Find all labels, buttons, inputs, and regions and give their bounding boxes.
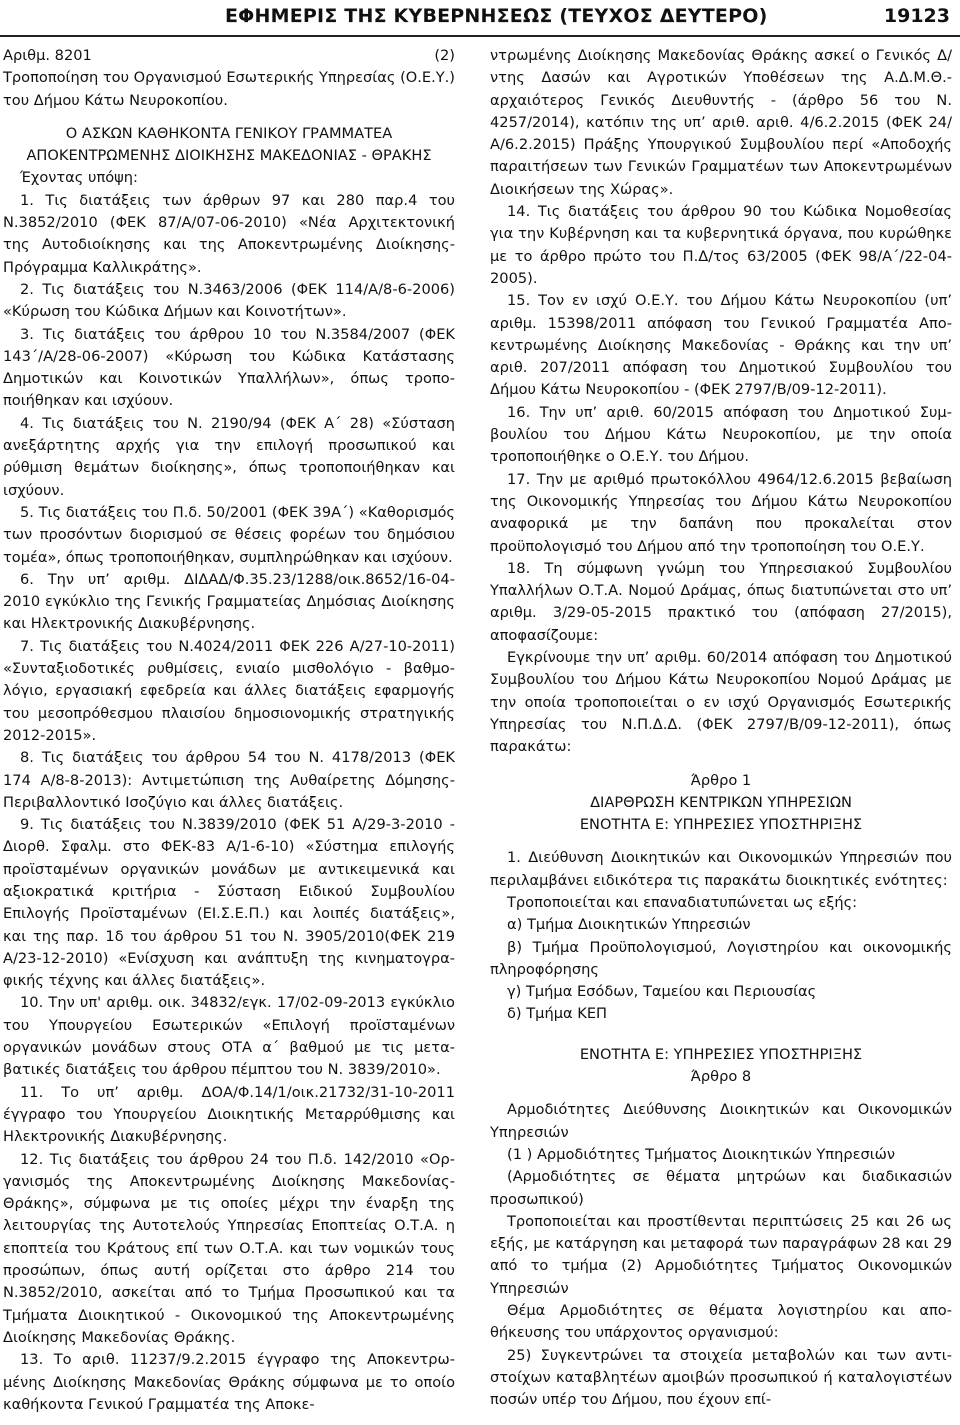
decision-heading [3,45,455,67]
list-item: 1. Τις διατάξεις των άρθρων 97 και 280 παρ.4 του Ν.3852/2010 (ΦΕΚ 87/Α/07-06-2010) «Νέα Αρχιτεκτονική της Αυτοδιοίκησης και της Αποκεντρωμένης Διοίκησης- Πρόγραμμα Καλλικράτης». [3,191,455,276]
article-1-title: Άρθρο 1 [690,771,752,789]
list-item: 4. Τις διατάξεις του Ν. 2190/94 (ΦΕΚ Α΄ 28) «Σύσταση ανεξάρτητης αρχής για την επιλογή προσωπικού και ρύθμιση θεμάτων διοίκησης», όπως τροποποιήθηκαν και ισχύουν. [3,414,455,499]
list-item: 2. Τις διατάξεις του Ν.3463/2006 (ΦΕΚ 114/Α/8-6-2006) «Κύρωση του Κώδικα Δήμων και Κοινοτήτων». [3,280,455,321]
decision-mark: (2) [434,47,455,64]
department-item: γ) Τμήμα Εσόδων, Ταμείου και Περιουσίας [507,983,817,1001]
list-item: 6. Την υπ’ αριθμ. ΔΙΔΑΔ/Φ.35.23/1288/οικ.8652/16-04-2010 εγκύκλιο της Γενικής Γραμματείας Δημόσιας Διοίκησης και Ηλεκτρονικής Διακυβέρνησης. [3,570,455,633]
directorate-amendment: Τροποποιείται και επαναδιατυπώνεται ως εξής: [507,893,858,911]
competence-text: Αρμοδιότητες Διεύθυνσης Διοικητικών και Οικονομικών Υπηρεσιών [490,1101,952,1141]
continuation-text: ντρωμένης Διοίκησης Μακεδονίας Θράκης ασκεί ο Γενικός Δ/ντης Δασών και Αγροτικών Υποθέσεων της Α.Δ.Μ.Θ.- αρχαιότερος Γενικός Διευθυντής - (άρθρο 56 του Ν. 4257/2014), κατόπιν της υπ’ αριθ. αριθ. 4/6.2.2015 (ΦΕΚ 24/Α/6.2.2015) Πράξης Υπουργικού Συμβουλίου περί «Αποδοχής παραιτήσεων των Γενικών Γραμματέων των Αποκεντρωμένων Διοικήσεων της Χώρας». [490,47,952,198]
list-item: 9. Τις διατάξεις του Ν.3839/2010 (ΦΕΚ 51 Α/29-3-2010 - Διορθ. Σφαλμ. στο ΦΕΚ-83 Α/1-6-10) «Σύστημα επιλογής προϊσταμένων οργανικών μονάδων με αντικειμενικά και αξιοκρατικά κριτήρια - Σύσταση Ειδικού Συμβουλίου Επιλογής Προϊσταμένων (ΕΙ.Σ.Ε.Π.) και λοιπές διατάξεις», και της παρ. 1δ του άρθρου 51 του Ν. 3905/2010(ΦΕΚ 219 Α/23-12-2010) «Ενίσχυση και ανάπτυξη της κινηματογραφικής τέχνης και άλλες διατάξεις». [3,816,455,990]
article-8-title: Άρθρο 8 [690,1068,752,1086]
right-column [490,45,952,1412]
list-item: 12. Τις διατάξεις του άρθρου 24 του Π.δ. 142/2010 «Οργανισμός της Αποκεντρωμένης Διοίκησης Μακεδονίας- Θράκης», σύμφωνα με τις οποίες μέχρι την έναρξη της λειτουργίας της Αυτοτελούς Υπηρεσίας Εποπτείας Ο.Τ.Α. η εποπτεία του Κράτους επί των Ο.Τ.Α. και των νομικών τους προσώπων, όπως αυτή ορίζεται στο άρθρο 214 του Ν.3852/2010, ασκείται από το Τμήμα Προσωπικού και τα Τμήματα Διοικητικού - Οικονομικού της Αποκεντρωμένης Διοίκησης Μακεδονίας Θράκης. [3,1150,455,1346]
unit-e-heading-2: ΕΝΟΤΗΤΑ Ε: ΥΠΗΡΕΣΙΕΣ ΥΠΟΣΤΗΡΙΞΗΣ [579,1045,863,1063]
list-item: 10. Την υπ' αριθμ. οικ. 34832/εγκ. 17/02-09-2013 εγκύκλιο του Υπουργείου Εσωτερικών «Επιλογή προϊσταμένων οργανικών μονάδων στους ΟΤΑ α΄ βαθμού με τις μεταβατικές διατάξεις του άρθρου πέμπτου του Ν. 3839/2010». [3,994,455,1079]
list-item: 14. Τις διατάξεις του άρθρου 90 του Κώδικα Νομοθεσίας για την Κυβέρνηση και τα κυβερνητικά όργανα, που κυρώθηκε με το άρθρο πρώτο του Π.Δ/τος 63/2005 (ΦΕΚ 98/Α΄/22-04-2005). [490,203,952,287]
left-column [3,45,455,1416]
department-item: α) Τμήμα Διοικητικών Υπηρεσιών [507,916,751,934]
competence-text: (1 ) Αρμοδιότητες Τμήματος Διοικητικών Υπηρεσιών [507,1145,896,1163]
competence-text: 25) Συγκεντρώνει τα στοιχεία μεταβολών και των αντιστοίχων καταβλητέων αμοιβών προσωπικού ή καταλογιστέων ποσών υπέρ του Δήμου, που έχουν επί- [490,1346,952,1409]
list-item: 18. Τη σύμφωνη γνώμη του Υπηρεσιακού Συμβουλίου Υπαλλήλων Ο.Τ.Α. Νομού Δράμας, όπως διατυπώνεται στο υπ’ αριθμ. 3/29-05-2015 πρακτικό του (απόφαση 27/2015), αποφασίζουμε: [490,559,952,644]
directorate-text: 1. Διεύθυνση Διοικητικών και Οικονομικών Υπηρεσιών που περιλαμβάνει ειδικότερα τις παρακάτω διοικητικές ενότητες: [490,849,952,889]
department-item: β) Τμήμα Προϋπολογισμού, Λογιστηρίου και οικονομικής πληροφόρησης [490,938,952,978]
competence-text: (Αρμοδιότητες σε θέματα μητρώων και διαδικασιών προσωπικού) [490,1168,952,1208]
list-item: 7. Τις διατάξεις του Ν.4024/2011 ΦΕΚ 226 Α/27-10-2011) «Συνταξιοδοτικές ρυθμίσεις, ενιαίο μισθολόγιο - βαθμολόγιο, εργασιακή εφεδρεία και άλλες διατάξεις εφαρμογής του μεσοπρόθεσμου πλαισίου δημοσιονομικής στρατηγικής 2012-2015». [3,637,455,744]
competence-text: Θέμα Αρμοδιότητες σε θέματα λογιστηρίου και αποθήκευσης του υπάρχοντος οργανισμού: [490,1302,952,1342]
considering-label: Έχοντας υπόψη: [20,169,138,187]
approval-text: Εγκρίνουμε την υπ’ αριθμ. 60/2014 απόφαση του Δημοτικού Συμβουλίου του Δήμου Κάτω Νευροκοπίου Νομού Δράμας με την οποία τροποποιείται ο εν ισχύ Οργανισμός Εσωτερικής Υπηρεσίας του Ν.Π.Δ.Δ. (ΦΕΚ 2797/Β/09-12-2011), όπως παρακάτω: [490,649,952,756]
unit-e-heading: ΕΝΟΤΗΤΑ Ε: ΥΠΗΡΕΣΙΕΣ ΥΠΟΣΤΗΡΙΞΗΣ [579,816,863,834]
issuing-authority: Ο ΑΣΚΩΝ ΚΑΘΗΚΟΝΤΑ ΓΕΝΙΚΟΥ ΓΡΑΜΜΑΤΕΑ ΑΠΟΚΕΝΤΡΩΜΕΝΗΣ ΔΙΟΙΚΗΣΗΣ ΜΑΚΕΔΟΝΙΑΣ - ΘΡΑΚΗΣ [26,124,432,165]
competence-text: Τροποποιείται και προστίθενται περιπτώσεις 25 και 26 ως εξής, με κατάργηση και μεταφορά των παραγράφων 28 και 29 από το τμήμα (2) Αρμοδιότητες Τμήματος Οικονομικών Υπηρεσιών [490,1212,952,1297]
list-item: 13. Το αριθ. 11237/9.2.2015 έγγραφο της Αποκεντρωμένης Διοίκησης Μακεδονίας Θράκης σύμφωνα με το οποίο καθήκοντα Γενικού Γραμματέα της Αποκε- [3,1351,455,1413]
gazette-title: ΕΦΗΜΕΡΙΣ ΤΗΣ ΚΥΒΕΡΝΗΣΕΩΣ (ΤΕΥΧΟΣ ΔΕΥΤΕΡΟ) [225,5,768,27]
list-item: 3. Τις διατάξεις του άρθρου 10 του Ν.3584/2007 (ΦΕΚ 143΄/Α/28-06-2007) «Κύρωση του Κώδικα Κατάστασης Δημοτικών και Κοινοτικών Υπαλλήλων», όπως τροποποιήθηκαν και ισχύουν. [3,325,455,410]
decision-subject: Τροποποίηση του Οργανισμού Εσωτερικής Υπηρεσίας (Ο.Ε.Υ.) του Δήμου Κάτω Νευροκοπίου. [3,69,455,109]
list-item: 15. Τον εν ισχύ Ο.Ε.Υ. του Δήμου Κάτω Νευροκοπίου (υπ’ αριθμ. 15398/2011 απόφαση του Γενικού Γραμματέα Αποκεντρωμένης Διοίκησης Μακεδονίας - Θράκης και την υπ’ αριθ. 207/2011 απόφαση του Δημοτικού Συμβουλίου του Δήμου Κάτω Νευροκοπίου - (ΦΕΚ 2797/Β/09-12-2011). [490,292,952,399]
structure-heading: ΔΙΑΡΘΡΩΣΗ ΚΕΝΤΡΙΚΩΝ ΥΠΗΡΕΣΙΩΝ [590,793,852,811]
list-item: 17. Την με αριθμό πρωτοκόλλου 4964/12.6.2015 βεβαίωση της Οικονομικής Υπηρεσίας του Δήμου Κάτω Νευροκοπίου αναφορικά με την δαπάνη που προκαλείται στον προϋπολογισμό του Δήμου από την τροποποίηση του Ο.Ε.Υ. [490,470,952,555]
page-number: 19123 [883,5,950,27]
list-item: 5. Τις διατάξεις του Π.δ. 50/2001 (ΦΕΚ 39Α΄) «Καθορισμός των προσόντων διορισμού σε θέσεις φορέων του δημόσιου τομέα», όπως τροποποιήθηκαν, συμπληρώθηκαν και ισχύουν. [3,503,455,566]
department-item: δ) Τμήμα ΚΕΠ [507,1005,608,1023]
page-header [0,0,960,40]
list-item: 11. Το υπ’ αριθμ. ΔΟΑ/Φ.14/1/οικ.21732/31-10-2011 έγγραφο του Υπουργείου Διοικητικής Μεταρρύθμισης και Ηλεκτρονικής Διακυβέρνησης. [3,1083,455,1146]
header-rule [0,35,960,37]
list-item: 16. Την υπ’ αριθ. 60/2015 απόφαση του Δημοτικού Συμβουλίου του Δήμου Κάτω Νευροκοπίου, με την οποία τροποποιήθηκε ο Ο.Ε.Υ. του Δήμου. [490,403,952,466]
list-item: 8. Τις διατάξεις του άρθρου 54 του Ν. 4178/2013 (ΦΕΚ 174 Α/8-8-2013): Αντιμετώπιση της Αυθαίρετης Δόμησης- Περιβαλλοντικό Ισοζύγιο και άλλες διατάξεις. [3,749,455,811]
decision-number: Αριθμ. 8201 [3,47,92,64]
